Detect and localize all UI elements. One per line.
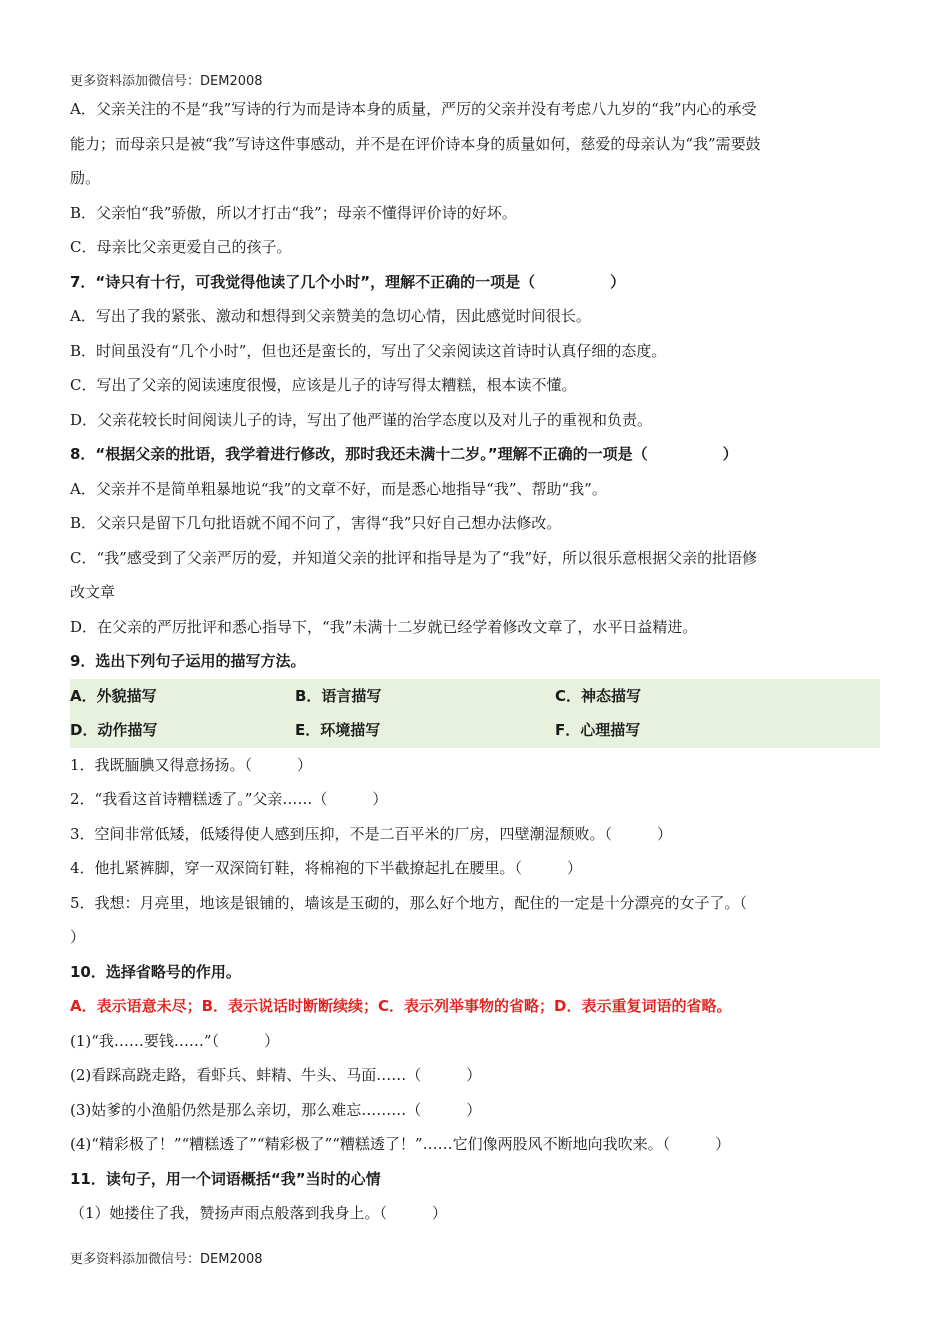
text-line: B．父亲怕“我”骄傲，所以才打击“我”；母亲不懂得评价诗的好坏。 (70, 203, 517, 222)
text-line: A．写出了我的紧张、激动和想得到父亲赞美的急切心情，因此感觉时间很长。 (70, 307, 591, 325)
options-row (70, 679, 880, 714)
option-e: E．环境描写 (295, 721, 381, 739)
text-line: B．时间虽没有“几个小时”，但也还是蛮长的，写出了父亲阅读这首诗时认真仔细的态度。 (70, 341, 667, 360)
text-line: 能力；而母亲只是被“我”写诗这件事感动，并不是在评价诗本身的质量如何，慈爱的母亲认为“我”需要鼓 (70, 134, 761, 153)
text-line: D．在父亲的严厉批评和悉心指导下，“我”未满十二岁就已经学着修改文章了，水平日益精进。 (70, 617, 698, 636)
text-line: 改文章 (70, 583, 116, 601)
option-d: D．动作描写 (70, 721, 158, 739)
text-line: (4)“精彩极了！”“糟糕透了”“精彩极了”“糟糕透了！”……它们像两股风不断地向我吹来。（ ） (70, 1135, 731, 1153)
page-footer: 更多资料添加微信号：DEM2008 (70, 1252, 263, 1267)
text-line: （1）她搂住了我，赞扬声雨点般落到我身上。（ ） (70, 1204, 448, 1222)
text-line: (1)“我……要钱……”（ ） (70, 1031, 280, 1050)
text-line: (3)姑爹的小渔船仍然是那么亲切，那么难忘………（ ） (70, 1100, 482, 1119)
text-line: D．父亲花较长时间阅读儿子的诗，写出了他严谨的治学态度以及对儿子的重视和负责。 (70, 410, 653, 429)
text-line: C．写出了父亲的阅读速度很慢，应该是儿子的诗写得太糟糕，根本读不懂。 (70, 376, 577, 394)
text-line: 7．“诗只有十行，可我觉得他读了几个小时”，理解不正确的一项是（ ） (70, 272, 626, 291)
text-line: 11．读句子，用一个词语概括“我”当时的心情 (70, 1169, 381, 1188)
text-line: A．父亲关注的不是“我”写诗的行为而是诗本身的质量，严厉的父亲并没有考虑八九岁的“我”内心的承受 (70, 100, 757, 118)
text-line: (2)看踩高跷走路，看虾兵、蚌精、牛头、马面……（ ） (70, 1066, 482, 1084)
text-line: A．父亲并不是简单粗暴地说“我”的文章不好，而是悉心地指导“我”、帮助“我”。 (70, 479, 607, 498)
text-line: A．表示语意未尽；B．表示说话时断断续续；C．表示列举事物的省略；D．表示重复词语的省略。 (70, 997, 732, 1015)
question-block-6-to-9 (70, 92, 890, 679)
text-line: ） (70, 928, 86, 946)
document-body (70, 92, 890, 1231)
text-line: C．“我”感受到了父亲严厉的爱，并知道父亲的批评和指导是为了“我”好，所以很乐意根据父亲的批语修 (70, 548, 758, 567)
text-line: C．母亲比父亲更爱自己的孩子。 (70, 238, 292, 256)
option-f: F．心理描写 (555, 721, 641, 739)
page-header: 更多资料添加微信号：DEM2008 (70, 74, 263, 89)
text-line: 10．选择省略号的作用。 (70, 962, 241, 981)
text-line: 5．我想：月亮里，地该是银铺的，墙该是玉砌的，那么好个地方，配住的一定是十分漂亮的女子了。（ (70, 893, 748, 912)
text-line: 2．“我看这首诗糟糕透了。”父亲……（ ） (70, 790, 388, 808)
text-line: 励。 (70, 169, 101, 187)
text-line: 1．我既腼腆又得意扬扬。（ ） (70, 755, 313, 774)
options-row (70, 713, 880, 748)
option-b: B．语言描写 (295, 686, 382, 705)
text-line: 8．“根据父亲的批语，我学着进行修改，那时我还未满十二岁。”理解不正确的一项是（ ） (70, 445, 738, 463)
option-a: A．外貌描写 (70, 686, 157, 705)
text-line: 3．空间非常低矮，低矮得使人感到压抑，不是二百平米的厂房，四壁潮湿颓败。（ ） (70, 824, 673, 843)
text-line: B．父亲只是留下几句批语就不闻不问了，害得“我”只好自己想办法修改。 (70, 514, 562, 532)
text-line: 9．选出下列句子运用的描写方法。 (70, 652, 306, 670)
question-block-9-to-11 (70, 748, 890, 1231)
option-c: C．神态描写 (555, 686, 642, 705)
description-options-table (70, 679, 880, 748)
text-line: 4．他扎紧裤脚，穿一双深筒钉鞋，将棉袍的下半截撩起扎在腰里。（ ） (70, 859, 583, 877)
